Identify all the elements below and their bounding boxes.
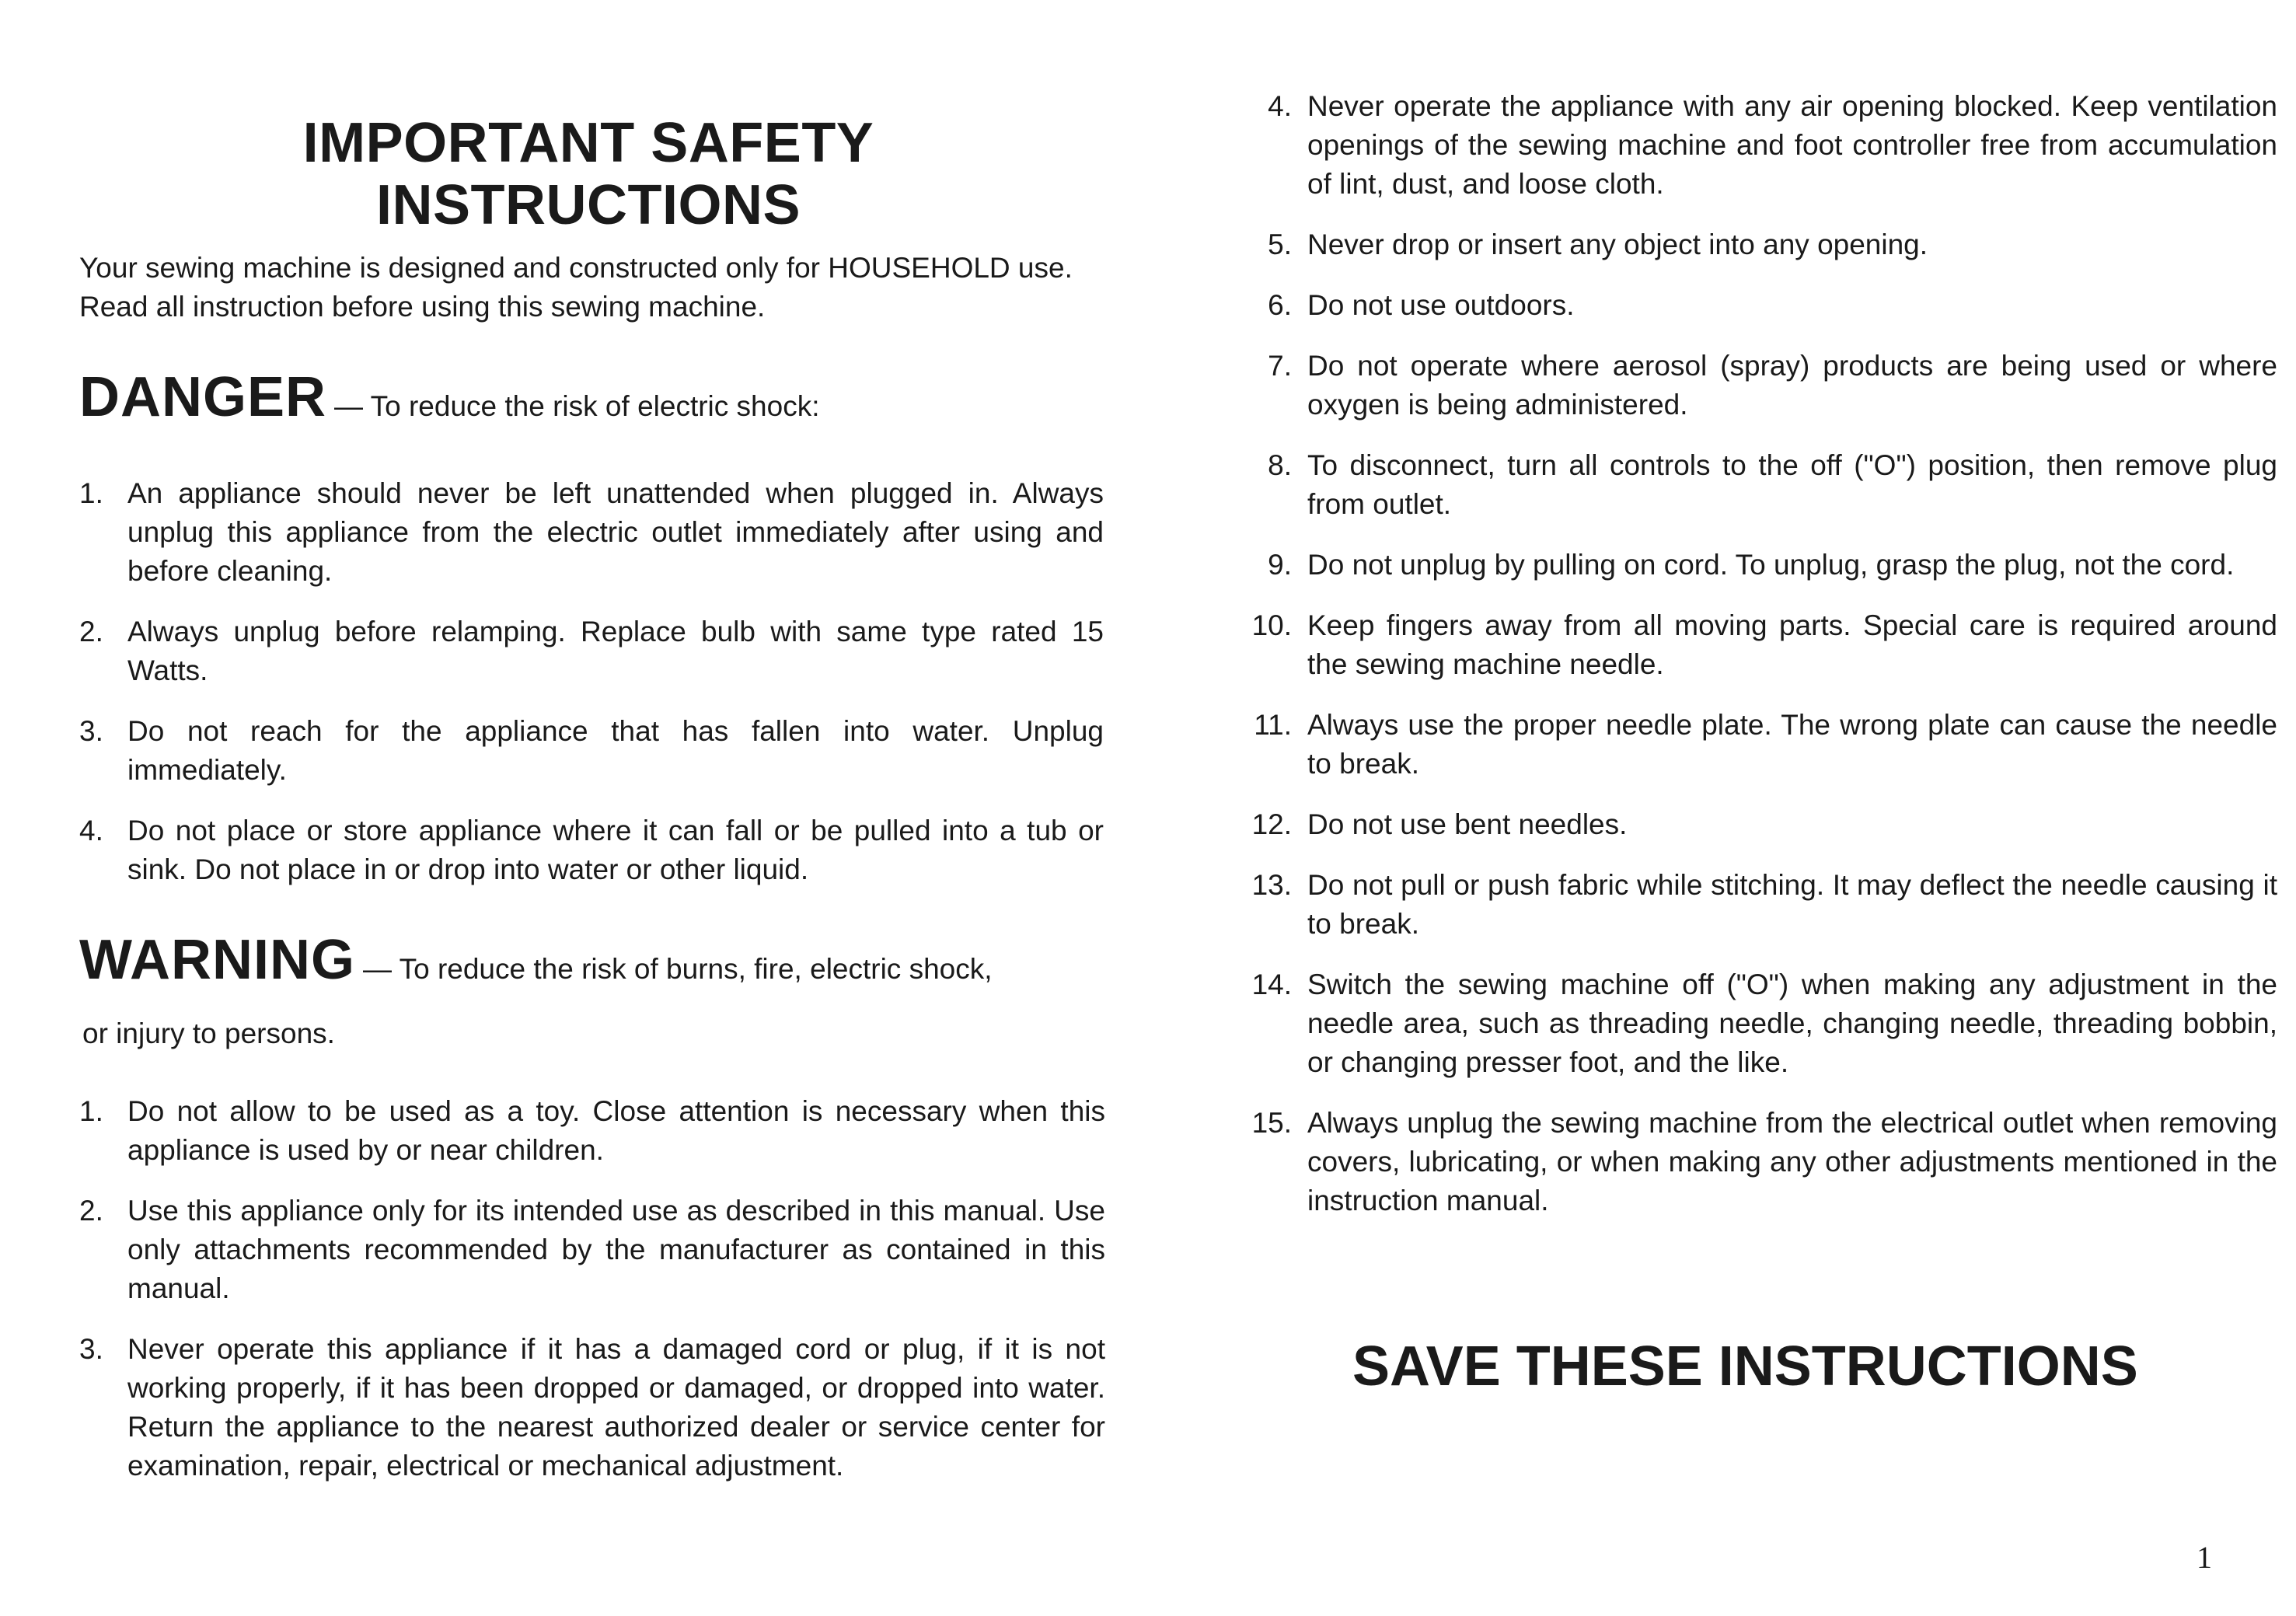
warning-item [1251, 805, 2277, 844]
page-title-line-1: IMPORTANT SAFETY [302, 112, 874, 175]
item-text: Always unplug before relamping. Replace bulb with same type rated 15 Watts. [127, 616, 1104, 686]
warning-item [1251, 546, 2277, 585]
warning-list [79, 1092, 1105, 1507]
warning-item [79, 1092, 1105, 1170]
warning-subtitle-continuation: or injury to persons. [82, 1017, 335, 1049]
item-number: 5. [1268, 229, 1292, 260]
continued-warning-list [1251, 87, 2277, 1242]
item-number: 3. [79, 715, 103, 747]
item-text: Keep fingers away from all moving parts. Special care is required around the sewing machine needle. [1307, 609, 2277, 680]
item-number: 1. [79, 1095, 103, 1127]
intro-line-1: Your sewing machine is designed and constructed only for HOUSEHOLD use. [79, 252, 1073, 284]
item-text: Switch the sewing machine off ("O") when making any adjustment in the needle area, such as threading needle, changing needle, threading bobbin, or changing presser foot, and the like. [1307, 969, 2277, 1078]
warning-item [1251, 706, 2277, 784]
item-number: 9. [1268, 549, 1292, 581]
item-text: An appliance should never be left unattended when plugged in. Always unplug this appliance from the electric outlet immediately after using and before cleaning. [127, 477, 1104, 587]
warning-heading [79, 928, 1104, 992]
item-text: Always use the proper needle plate. The wrong plate can cause the needle to break. [1307, 709, 2277, 780]
item-number: 10. [1251, 609, 1292, 641]
warning-item [1251, 225, 2277, 264]
item-text: Do not reach for the appliance that has fallen into water. Unplug immediately. [127, 715, 1104, 786]
item-text: Never drop or insert any object into any opening. [1307, 229, 1928, 260]
warning-item [1251, 286, 2277, 325]
danger-title: DANGER [79, 366, 327, 428]
warning-item [79, 1192, 1105, 1308]
item-number: 15. [1251, 1107, 1292, 1139]
warning-item [1251, 446, 2277, 524]
item-number: 13. [1251, 869, 1292, 901]
warning-item [1251, 965, 2277, 1082]
warning-item [1251, 347, 2277, 424]
item-text: Never operate this appliance if it has a damaged cord or plug, if it is not working properly, if it has been dropped or damaged, or dropped into water. Return the appliance to the nearest authorized dealer or service center for examination, repair, electrical or mechanical adjustment. [127, 1333, 1105, 1482]
item-number: 3. [79, 1333, 103, 1365]
danger-item [79, 474, 1104, 591]
danger-item [79, 712, 1104, 790]
item-number: 2. [79, 616, 103, 647]
warning-item [1251, 1104, 2277, 1220]
danger-item [79, 613, 1104, 690]
warning-item [1251, 866, 2277, 944]
item-text: Use this appliance only for its intended use as described in this manual. Use only attachments recommended by the manufacturer as contained in this manual. [127, 1195, 1105, 1304]
item-text: Never operate the appliance with any air opening blocked. Keep ventilation openings of the sewing machine and foot controller free from accumulation of lint, dust, and loose cloth. [1307, 90, 2277, 200]
item-text: Do not operate where aerosol (spray) products are being used or where oxygen is being administered. [1307, 350, 2277, 421]
danger-subtitle: — To reduce the risk of electric shock: [334, 390, 820, 422]
item-number: 4. [1268, 90, 1292, 122]
save-instructions-title: SAVE THESE INSTRUCTIONS [1352, 1335, 2138, 1398]
danger-item [79, 811, 1104, 889]
item-number: 14. [1251, 969, 1292, 1000]
item-text: Do not pull or push fabric while stitching. It may deflect the needle causing it to break. [1307, 869, 2277, 940]
item-text: To disconnect, turn all controls to the off ("O") position, then remove plug from outlet. [1307, 449, 2277, 520]
item-text: Do not unplug by pulling on cord. To unplug, grasp the plug, not the cord. [1307, 549, 2235, 581]
page-title-line-2: INSTRUCTIONS [376, 174, 801, 237]
item-text: Do not allow to be used as a toy. Close attention is necessary when this appliance is used by or near children. [127, 1095, 1105, 1166]
page-number: 1 [2197, 1540, 2212, 1575]
intro-text [79, 249, 1104, 326]
item-number: 7. [1268, 350, 1292, 382]
danger-list [79, 474, 1104, 911]
warning-subtitle: — To reduce the risk of burns, fire, electric shock, [362, 953, 993, 985]
warning-title: WARNING [79, 929, 355, 991]
item-text: Do not place or store appliance where it can fall or be pulled into a tub or sink. Do not place in or drop into water or other liquid. [127, 815, 1104, 885]
warning-item [79, 1330, 1105, 1485]
intro-line-2: Read all instruction before using this sewing machine. [79, 291, 766, 323]
item-number: 4. [79, 815, 103, 846]
item-text: Always unplug the sewing machine from the electrical outlet when removing covers, lubricating, or when making any other adjustments mentioned in the instruction manual. [1307, 1107, 2277, 1216]
warning-item [1251, 606, 2277, 684]
item-number: 1. [79, 477, 103, 509]
item-number: 8. [1268, 449, 1292, 481]
danger-heading [79, 365, 1104, 429]
page-title [79, 112, 1097, 236]
item-text: Do not use bent needles. [1307, 808, 1628, 840]
item-number: 12. [1251, 808, 1292, 840]
item-text: Do not use outdoors. [1307, 289, 1575, 321]
item-number: 2. [79, 1195, 103, 1227]
item-number: 6. [1268, 289, 1292, 321]
warning-item [1251, 87, 2277, 204]
item-number: 11. [1254, 709, 1292, 741]
